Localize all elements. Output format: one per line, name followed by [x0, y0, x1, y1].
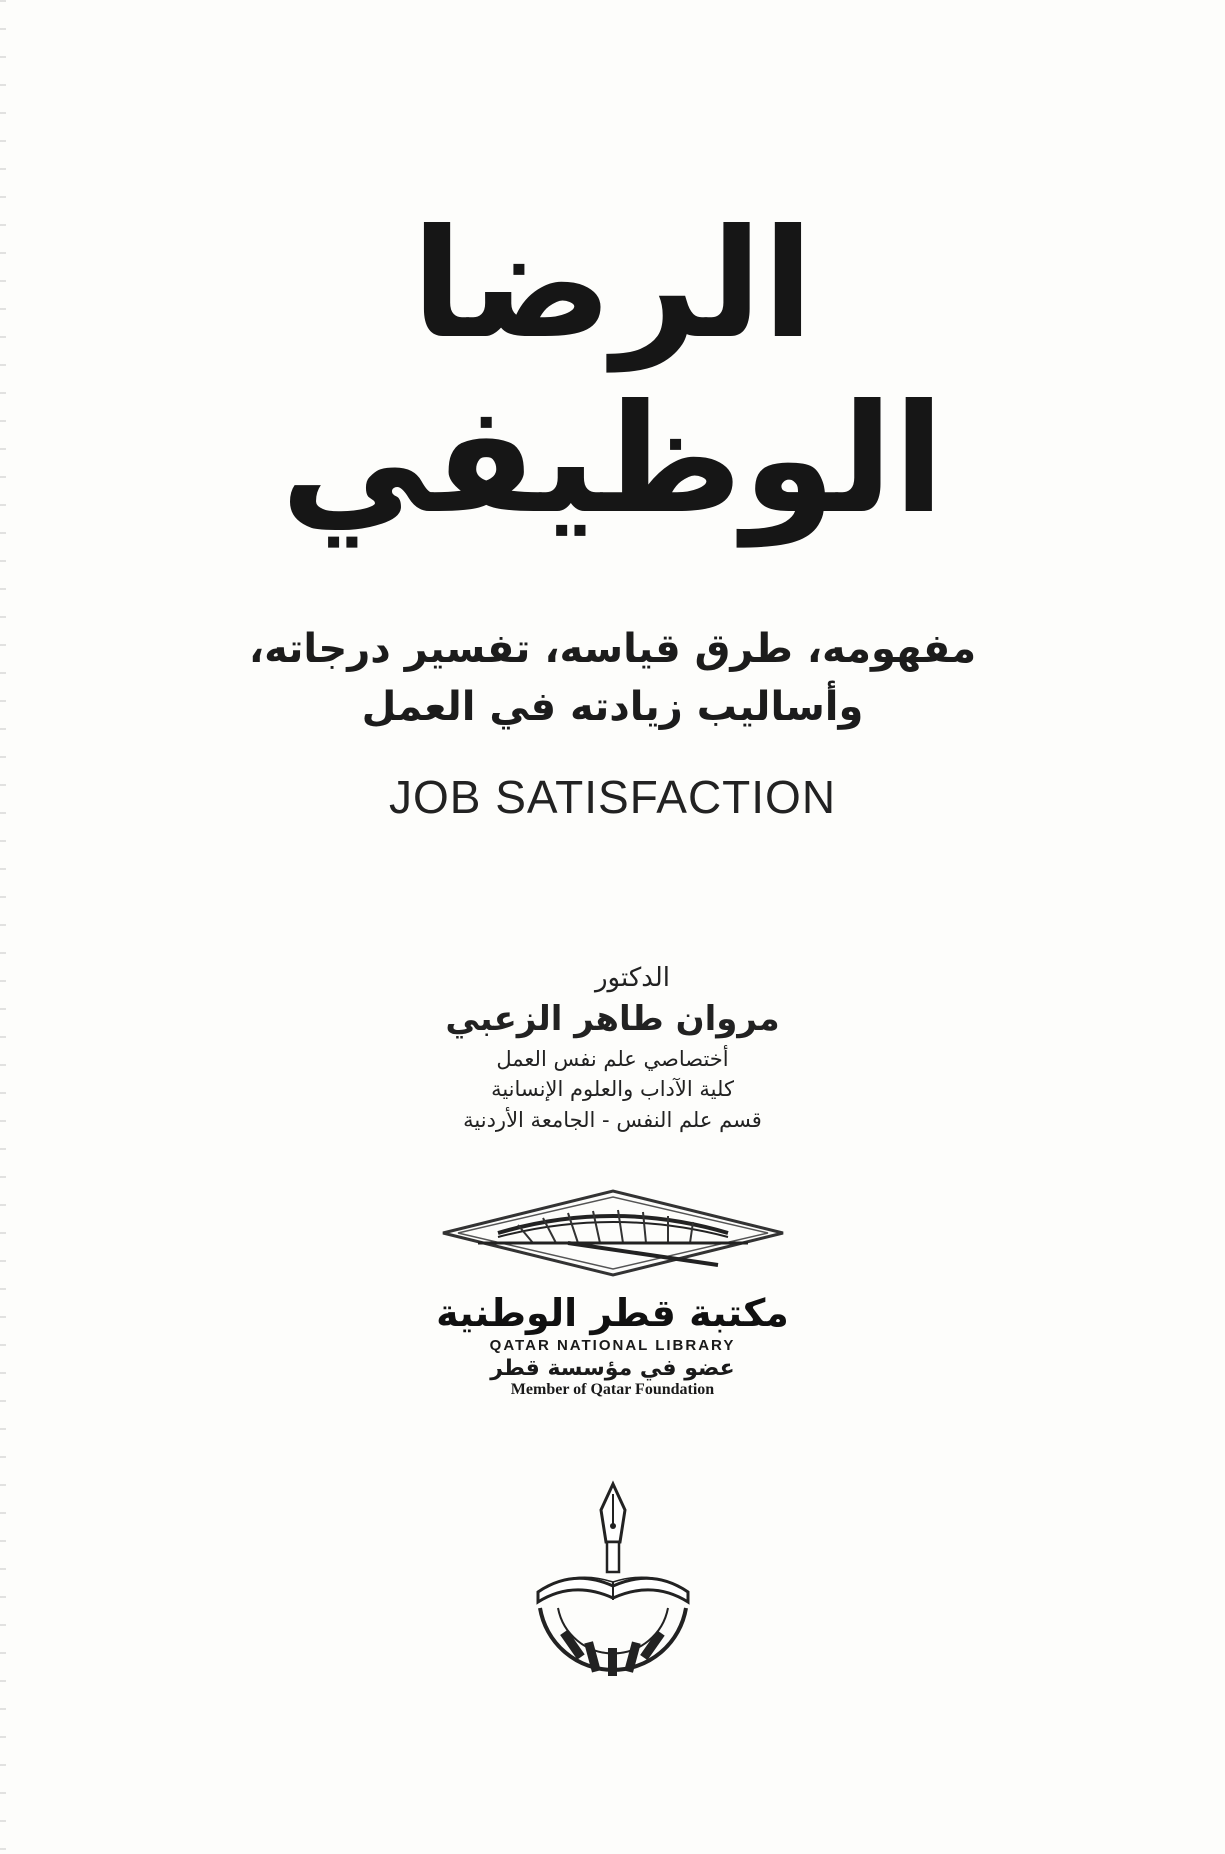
subtitle-line-2: وأساليب زيادته في العمل: [361, 684, 864, 730]
subtitle: [0, 620, 1225, 736]
author-affiliation-3: قسم علم النفس - الجامعة الأردنية: [463, 1107, 762, 1132]
library-stamp: [0, 1185, 1225, 1399]
bridge-emblem-icon: [438, 1185, 788, 1285]
library-name-english: QATAR NATIONAL LIBRARY: [489, 1337, 736, 1354]
title-line-1: الرضا: [411, 198, 814, 372]
library-member-english: Member of Qatar Foundation: [510, 1381, 715, 1398]
english-title: JOB SATISFACTION: [388, 771, 837, 823]
subtitle-line-1: مفهومه، طرق قياسه، تفسير درجاته،: [248, 626, 977, 672]
library-name-arabic: مكتبة قطر الوطنية: [436, 1291, 789, 1335]
pen-book-emblem-icon: [528, 1480, 698, 1690]
author-prefix: الدكتور: [594, 963, 670, 993]
title-line-2: الوظيفي: [280, 373, 945, 547]
author-name: مروان طاهر الزعبي: [445, 999, 780, 1040]
author-affiliation-2: كلية الآداب والعلوم الإنسانية: [491, 1077, 734, 1102]
publisher-logo: [0, 1480, 1225, 1694]
author-block: [0, 960, 1225, 1135]
author-affiliation-1: أختصاصي علم نفس العمل: [496, 1046, 729, 1071]
library-member-arabic: عضو في مؤسسة قطر: [490, 1356, 735, 1381]
